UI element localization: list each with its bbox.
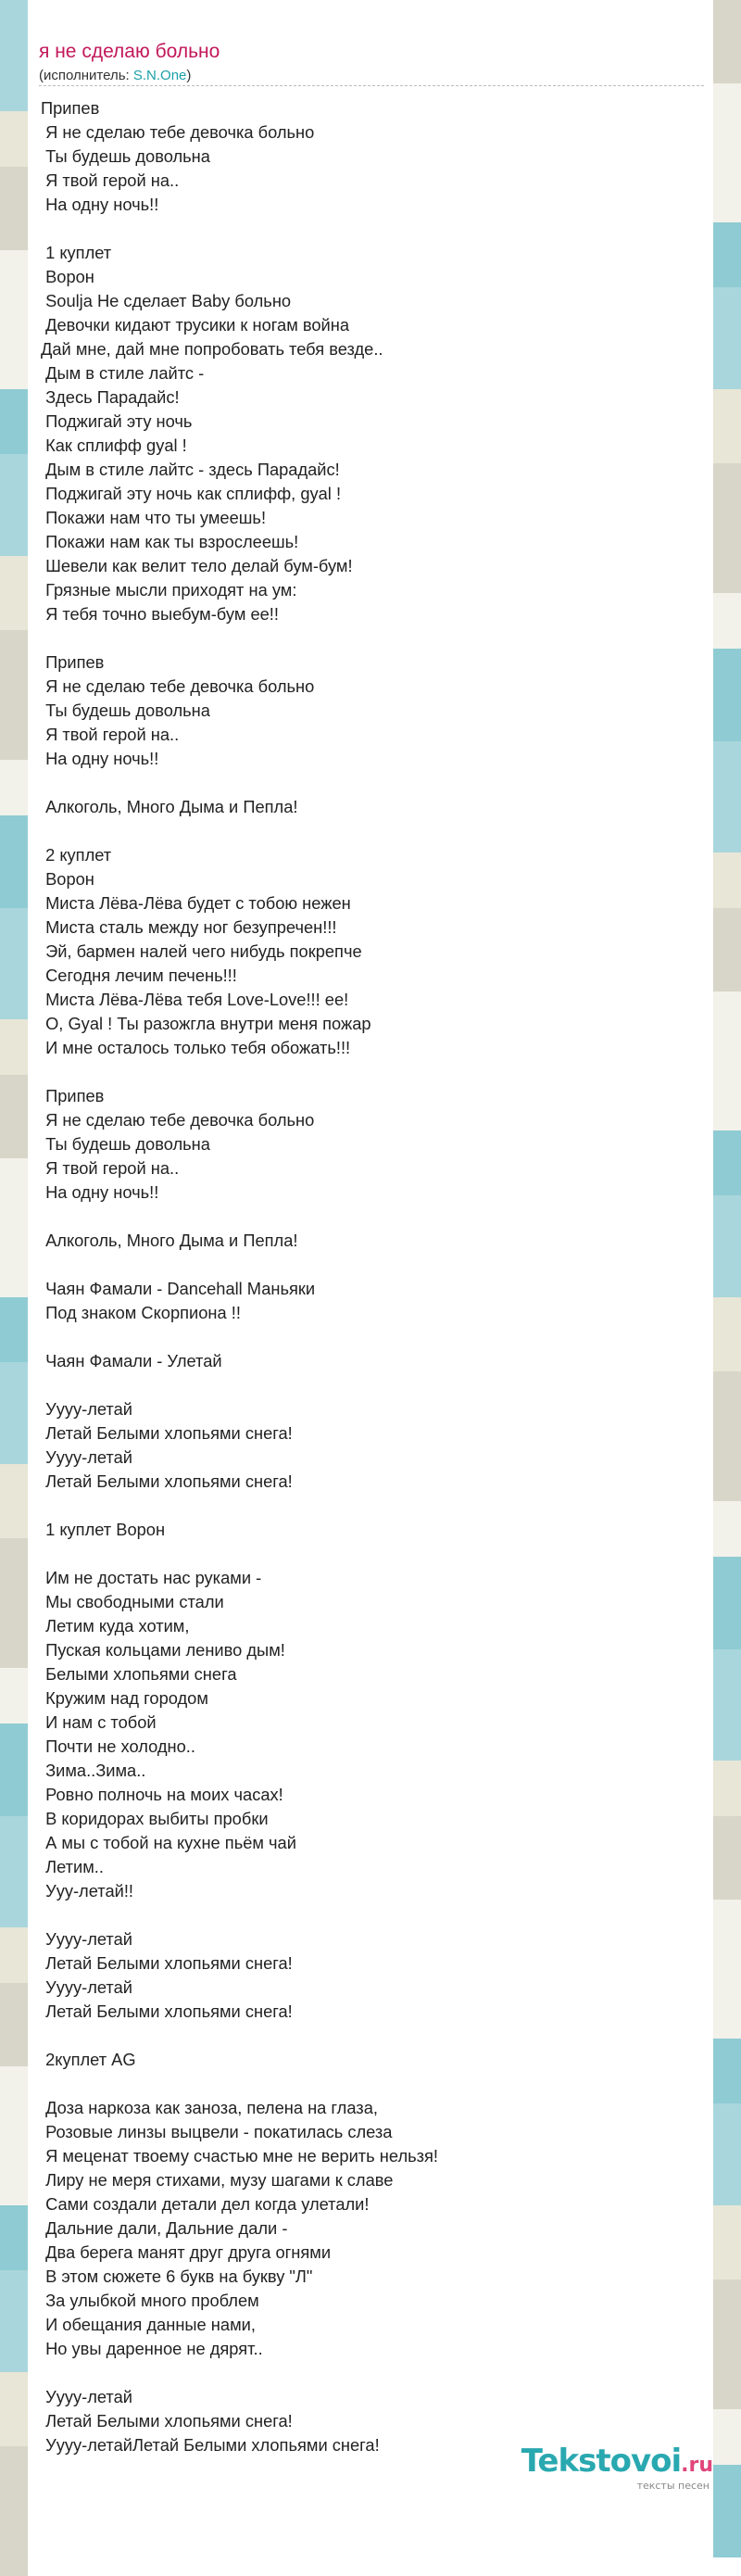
lyric-line xyxy=(41,1325,689,1349)
lyric-line: Летим куда хотим, xyxy=(41,1616,190,1635)
lyric-line: Я меценат твоему счастью мне не верить нельзя! xyxy=(41,2146,438,2166)
lyric-line: А мы с тобой на кухне пьём чай xyxy=(41,1833,296,1852)
lyric-line: Как сплифф gyal ! xyxy=(41,436,187,455)
lyric-line: Ууу-летай!! xyxy=(41,1881,133,1900)
lyric-line: Лиру не меря стихами, музу шагами к славе xyxy=(41,2170,394,2190)
decor-stripe xyxy=(713,287,741,389)
lyric-line: И мне осталось только тебя обожать!!! xyxy=(41,1038,351,1057)
decor-stripe xyxy=(0,250,28,389)
decor-stripe xyxy=(713,593,741,649)
title-separator xyxy=(39,85,704,86)
lyric-line: Дым в стиле лайтс - здесь Парадайс! xyxy=(41,460,340,479)
lyrics-page xyxy=(28,0,713,2506)
lyric-line xyxy=(41,2024,689,2048)
lyric-line: Припев xyxy=(41,98,100,118)
lyric-line: Сегодня лечим печень!!! xyxy=(41,966,237,985)
lyric-line xyxy=(41,1903,689,1927)
decor-stripe xyxy=(0,908,28,1019)
lyric-line: Уууу-летай xyxy=(41,1447,132,1467)
lyric-line: Поджигай эту ночь xyxy=(41,411,193,431)
lyric-line: Я не сделаю тебе девочка больно xyxy=(41,122,315,142)
lyric-line xyxy=(41,2361,689,2385)
lyric-line: Я тебя точно выебум-бум ее!! xyxy=(41,604,279,624)
lyric-line: Ровно полночь на моих часах! xyxy=(41,1785,283,1804)
decor-stripe xyxy=(713,389,741,463)
decor-stripe xyxy=(0,111,28,167)
artist-suffix: ) xyxy=(186,68,192,83)
decor-stripe xyxy=(713,991,741,1130)
right-decor-stripes xyxy=(713,0,741,2506)
lyrics-text xyxy=(41,96,689,2457)
lyric-line: Летай Белыми хлопьями снега! xyxy=(41,1953,293,1973)
lyric-line: И обещания данные нами, xyxy=(41,2315,256,2334)
decor-stripe xyxy=(0,454,28,556)
decor-stripe xyxy=(0,1816,28,1927)
decor-stripe xyxy=(713,2039,741,2103)
lyric-line: Шевели как велит тело делай бум-бум! xyxy=(41,556,353,575)
lyric-line: Поджигай эту ночь как сплифф, gyal ! xyxy=(41,484,342,503)
decor-stripe xyxy=(0,630,28,760)
lyric-line: Эй, бармен налей чего нибудь покрепче xyxy=(41,941,362,961)
decor-stripe xyxy=(0,2270,28,2372)
lyric-line: Здесь Парадайс! xyxy=(41,387,180,407)
lyric-line: И нам с тобой xyxy=(41,1712,157,1732)
lyric-line: Зима..Зима.. xyxy=(41,1761,146,1780)
lyric-line: Алкоголь, Много Дыма и Пепла! xyxy=(41,797,298,816)
song-title: я не сделаю больно xyxy=(39,41,220,62)
lyric-line: Уууу-летайЛетай Белыми хлопьями снега! xyxy=(41,2435,380,2455)
lyric-line: Ты будешь довольна xyxy=(41,1134,210,1154)
artist-line xyxy=(39,68,191,83)
decor-stripe xyxy=(0,1019,28,1075)
decor-stripe xyxy=(0,2066,28,2205)
lyric-line: Пуская кольцами лениво дым! xyxy=(41,1640,285,1660)
lyric-line xyxy=(41,217,689,241)
lyric-line: Покажи нам что ты умеешь! xyxy=(41,508,267,527)
lyric-line xyxy=(41,626,689,650)
artist-link[interactable]: S.N.One xyxy=(132,68,187,83)
decor-stripe xyxy=(0,1464,28,1538)
lyric-line xyxy=(41,819,689,843)
decor-stripe xyxy=(0,1538,28,1668)
decor-stripe xyxy=(0,167,28,250)
lyric-line: Я не сделаю тебе девочка больно xyxy=(41,676,315,696)
decor-stripe xyxy=(713,1501,741,1557)
left-decor-stripes xyxy=(0,0,28,2506)
logo-wordmark: Tekstovoi xyxy=(521,2443,682,2480)
lyric-line: Чаян Фамали - Улетай xyxy=(41,1351,222,1370)
lyric-line: Грязные мысли приходят на ум: xyxy=(41,580,297,600)
decor-stripe xyxy=(713,908,741,991)
lyric-line: Миста Лёва-Лёва будет с тобою нежен xyxy=(41,893,351,913)
decor-stripe xyxy=(0,1362,28,1464)
lyric-line: За улыбкой много проблем xyxy=(41,2291,259,2310)
lyric-line xyxy=(41,1205,689,1229)
decor-stripe xyxy=(0,760,28,815)
lyric-line: Под знаком Скорпиона !! xyxy=(41,1303,241,1322)
decor-stripe xyxy=(0,2372,28,2446)
decor-stripe xyxy=(0,1927,28,1983)
lyric-line: Я не сделаю тебе девочка больно xyxy=(41,1110,315,1130)
lyric-line: Уууу-летай xyxy=(41,1399,132,1419)
lyric-line: Миста сталь между ног безупречен!!! xyxy=(41,917,337,937)
logo-tagline: тексты песен xyxy=(636,2480,710,2492)
lyric-line: На одну ночь!! xyxy=(41,1182,159,1202)
lyric-line: Дым в стиле лайтс - xyxy=(41,363,205,383)
lyric-line: Покажи нам как ты взрослеешь! xyxy=(41,532,299,551)
decor-stripe xyxy=(0,815,28,908)
lyric-line xyxy=(41,1542,689,1566)
lyric-line: Я твой герой на.. xyxy=(41,725,180,744)
lyric-line xyxy=(41,771,689,795)
lyric-line: Почти не холодно.. xyxy=(41,1736,195,1756)
decor-stripe xyxy=(0,1724,28,1816)
lyric-line: Летай Белыми хлопьями снега! xyxy=(41,1471,293,1491)
lyric-line: Уууу-летай xyxy=(41,2387,132,2406)
lyric-line: Ворон xyxy=(41,267,94,286)
site-logo[interactable] xyxy=(521,2443,713,2492)
lyric-line: 2 куплет xyxy=(41,845,112,865)
decor-stripe xyxy=(0,1983,28,2066)
lyric-line: Доза наркоза как заноза, пелена на глаза, xyxy=(41,2098,378,2117)
decor-stripe xyxy=(0,1297,28,1362)
lyric-line xyxy=(41,1060,689,1084)
decor-stripe xyxy=(713,1297,741,1371)
lyric-line xyxy=(41,1373,689,1397)
lyric-line: Летай Белыми хлопьями снега! xyxy=(41,1423,293,1443)
lyric-line: 1 куплет Ворон xyxy=(41,1520,166,1539)
lyric-line: Алкоголь, Много Дыма и Пепла! xyxy=(41,1231,298,1250)
lyric-line: Уууу-летай xyxy=(41,1929,132,1949)
lyric-line: Я твой герой на.. xyxy=(41,1158,180,1178)
lyric-line: Ты будешь довольна xyxy=(41,701,210,720)
logo-tld: .ru xyxy=(681,2454,713,2477)
decor-stripe xyxy=(0,1668,28,1724)
decor-stripe xyxy=(713,2205,741,2279)
decor-stripe xyxy=(713,1130,741,1195)
decor-stripe xyxy=(713,0,741,83)
lyric-line: Припев xyxy=(41,1086,105,1105)
lyric-line: 2куплет AG xyxy=(41,2050,136,2069)
lyric-line: Soulja Не сделает Baby больно xyxy=(41,291,292,310)
decor-stripe xyxy=(713,1761,741,1816)
lyric-line: Мы свободными стали xyxy=(41,1592,224,1611)
lyric-line: Девочки кидают трусики к ногам война xyxy=(41,315,349,335)
decor-stripe xyxy=(0,1075,28,1158)
lyric-line: Сами создали детали дел когда улетали! xyxy=(41,2194,370,2214)
lyric-line: Дальние дали, Дальние дали - xyxy=(41,2218,288,2238)
decor-stripe xyxy=(713,2465,741,2557)
lyric-line: В коридорах выбиты пробки xyxy=(41,1809,269,1828)
lyric-line: Миста Лёва-Лёва тебя Love-Love!!! ее! xyxy=(41,990,349,1009)
lyric-line: На одну ночь!! xyxy=(41,195,159,214)
lyric-line: 1 куплет xyxy=(41,243,112,262)
decor-stripe xyxy=(713,852,741,908)
lyric-line: Розовые линзы выцвели - покатилась слеза xyxy=(41,2122,393,2141)
decor-stripe xyxy=(0,556,28,630)
decor-stripe xyxy=(713,1195,741,1297)
decor-stripe xyxy=(713,2409,741,2465)
decor-stripe xyxy=(713,1371,741,1501)
decor-stripe xyxy=(713,741,741,852)
lyric-line: Я твой герой на.. xyxy=(41,170,180,190)
decor-stripe xyxy=(713,2103,741,2205)
decor-stripe xyxy=(713,1557,741,1649)
decor-stripe xyxy=(0,0,28,111)
lyric-line: Ворон xyxy=(41,869,94,889)
decor-stripe xyxy=(713,1816,741,1900)
decor-stripe xyxy=(0,2205,28,2270)
artist-prefix: (исполнитель: xyxy=(39,68,133,83)
lyric-line: Им не достать нас руками - xyxy=(41,1568,262,1587)
lyric-line xyxy=(41,1494,689,1518)
decor-stripe xyxy=(713,83,741,222)
decor-stripe xyxy=(0,2446,28,2576)
lyric-line: В этом сюжете 6 букв на букву "Л" xyxy=(41,2267,313,2286)
lyric-line: О, Gyal ! Ты разожгла внутри меня пожар xyxy=(41,1014,371,1033)
decor-stripe xyxy=(713,1900,741,2039)
lyric-line: Летим.. xyxy=(41,1857,104,1876)
decor-stripe xyxy=(713,649,741,741)
lyric-line: На одну ночь!! xyxy=(41,749,159,768)
lyric-line: Летай Белыми хлопьями снега! xyxy=(41,2411,293,2431)
decor-stripe xyxy=(713,222,741,287)
lyric-line: Уууу-летай xyxy=(41,1977,132,1997)
decor-stripe xyxy=(713,1649,741,1761)
lyric-line: Белыми хлопьями снега xyxy=(41,1664,237,1684)
lyric-line: Дай мне, дай мне попробовать тебя везде.. xyxy=(41,339,383,359)
lyric-line: Припев xyxy=(41,652,105,672)
lyric-line: Ты будешь довольна xyxy=(41,146,210,166)
decor-stripe xyxy=(713,2279,741,2409)
decor-stripe xyxy=(0,1158,28,1297)
lyric-line: Два берега манят друг друга огнями xyxy=(41,2242,332,2262)
lyric-line xyxy=(41,2072,689,2096)
lyric-line: Чаян Фамали - Dancehall Маньяки xyxy=(41,1279,316,1298)
decor-stripe xyxy=(713,463,741,593)
lyric-line: Летай Белыми хлопьями снега! xyxy=(41,2001,293,2021)
decor-stripe xyxy=(0,389,28,454)
lyric-line: Но увы даренное не дярят.. xyxy=(41,2339,263,2358)
lyric-line xyxy=(41,1253,689,1277)
lyric-line: Кружим над городом xyxy=(41,1688,208,1708)
